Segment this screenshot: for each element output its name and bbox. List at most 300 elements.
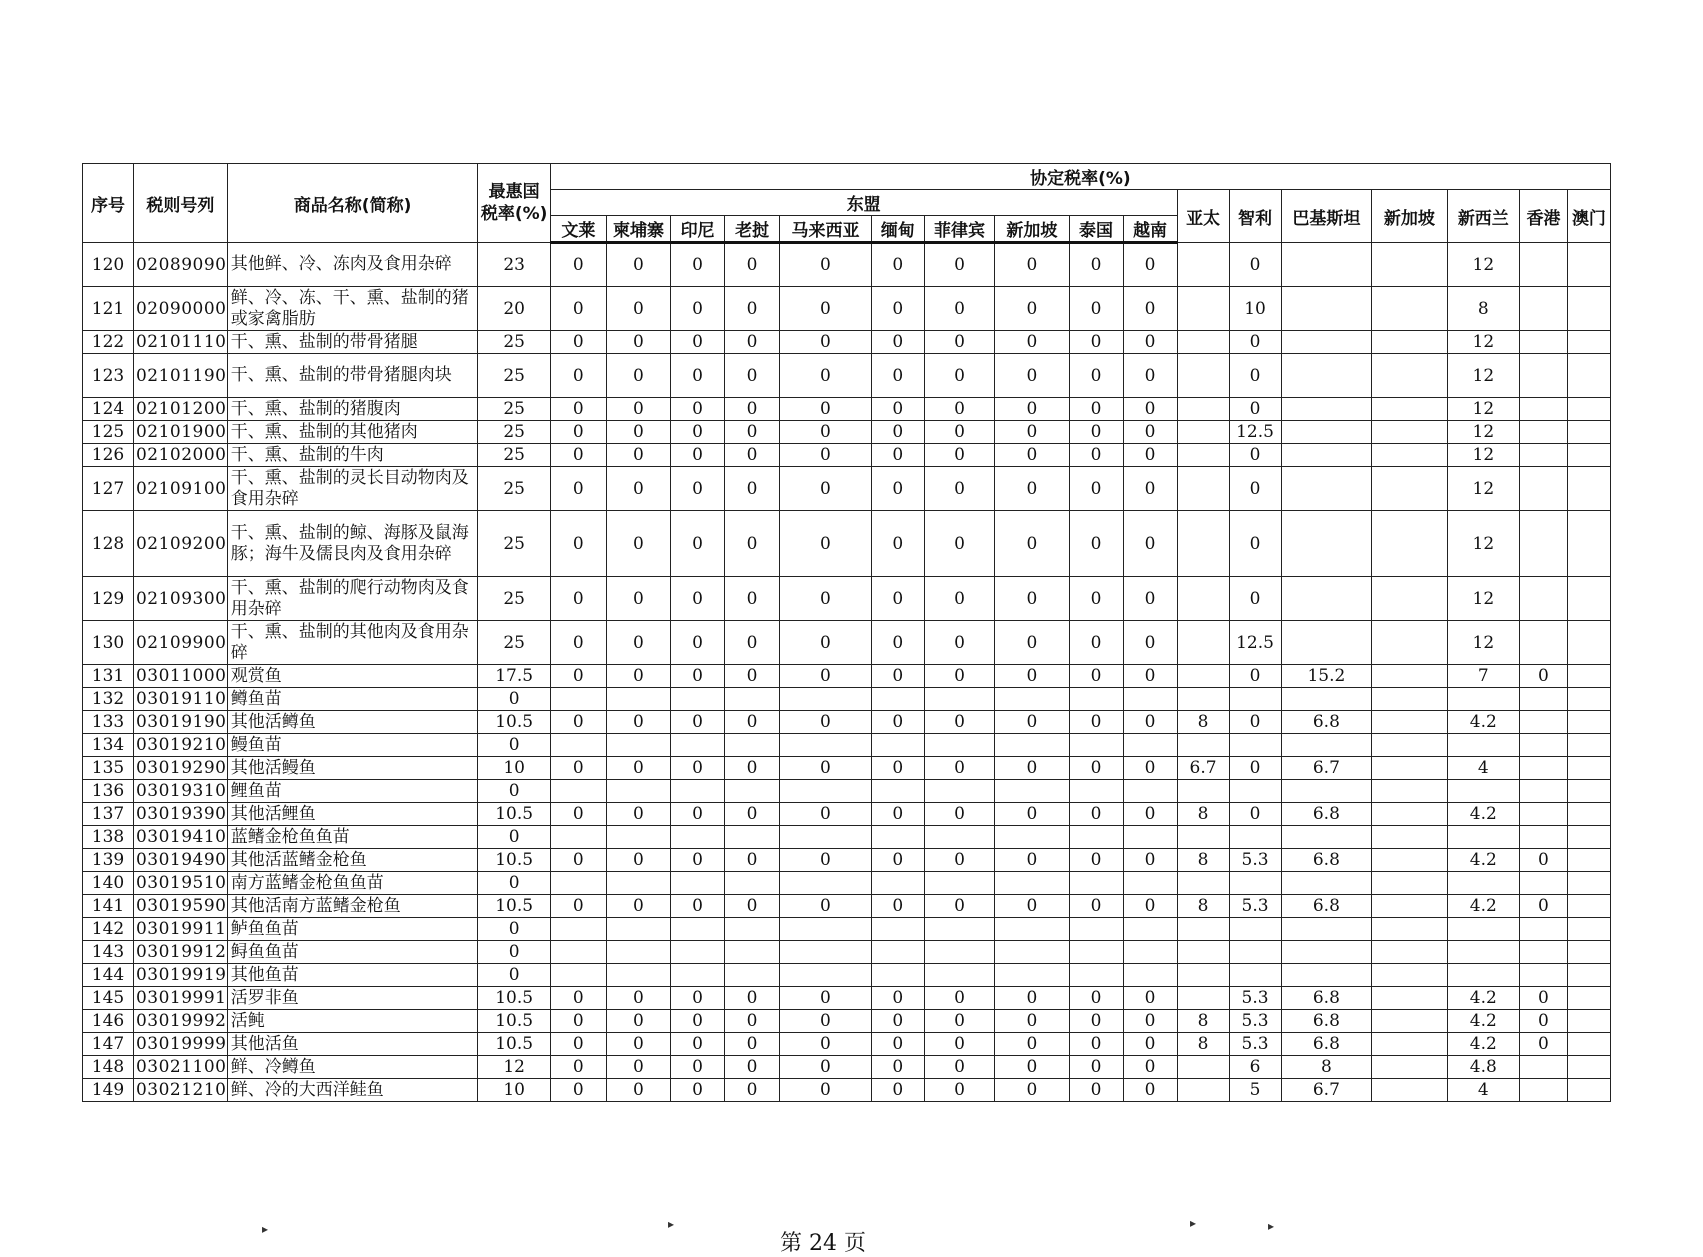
table-row (83, 287, 1611, 331)
cell-asean-rate: 0 (671, 577, 725, 621)
cell-asean-rate: 0 (1069, 987, 1123, 1010)
cell-asean-rate (871, 734, 924, 757)
cell-asean-rate: 0 (780, 987, 872, 1010)
cell-code: 02101200 (133, 398, 227, 421)
cell-asean-rate: 0 (780, 711, 872, 734)
cell-mfn: 0 (478, 918, 550, 941)
cell-other-rate: 12 (1447, 398, 1519, 421)
cell-asean-rate: 0 (550, 331, 606, 354)
cell-asean-rate: 0 (671, 1010, 725, 1033)
table-row (83, 964, 1611, 987)
cell-other-rate: 12 (1447, 621, 1519, 665)
cell-other-rate (1229, 964, 1281, 987)
cell-name: 其他活蓝鳍金枪鱼 (227, 849, 478, 872)
cell-other-rate: 4.2 (1447, 895, 1519, 918)
cell-asean-rate (550, 964, 606, 987)
cell-other-rate (1372, 872, 1447, 895)
cell-code: 03019410 (133, 826, 227, 849)
cell-asean-rate: 0 (995, 243, 1069, 287)
cell-other-rate (1567, 1056, 1610, 1079)
cell-mfn: 17.5 (478, 665, 550, 688)
cell-other-rate (1177, 331, 1229, 354)
cell-other-rate (1177, 780, 1229, 803)
cell-code: 03019912 (133, 941, 227, 964)
cell-asean-rate: 0 (995, 577, 1069, 621)
header-agreement: 协定税率(%) (550, 164, 1610, 190)
cell-asean-rate: 0 (725, 1033, 780, 1056)
cell-other-rate (1372, 1033, 1447, 1056)
cell-mfn: 25 (478, 511, 550, 577)
cell-asean-rate: 0 (550, 1010, 606, 1033)
cell-code: 02109300 (133, 577, 227, 621)
cell-asean-rate: 0 (606, 987, 670, 1010)
cell-other-rate (1177, 444, 1229, 467)
cell-asean-rate: 0 (725, 398, 780, 421)
cell-other-rate: 7 (1447, 665, 1519, 688)
cell-asean-rate: 0 (780, 665, 872, 688)
table-row (83, 872, 1611, 895)
cell-other-rate (1520, 872, 1568, 895)
table-row (83, 243, 1611, 287)
cell-other-rate: 12 (1447, 467, 1519, 511)
cell-mfn: 10.5 (478, 1010, 550, 1033)
cell-other-rate (1567, 757, 1610, 780)
cell-code: 03019590 (133, 895, 227, 918)
cell-code: 02089090 (133, 243, 227, 287)
cell-asean-rate: 0 (924, 421, 994, 444)
cell-asean-rate: 0 (924, 987, 994, 1010)
cell-asean-rate: 0 (780, 354, 872, 398)
cell-asean-rate: 0 (780, 467, 872, 511)
cell-asean-rate (924, 918, 994, 941)
table-row (83, 688, 1611, 711)
cell-other-rate (1281, 964, 1372, 987)
cell-other-rate: 0 (1229, 757, 1281, 780)
cell-other-rate (1177, 287, 1229, 331)
cell-asean-rate (780, 941, 872, 964)
cell-asean-rate: 0 (550, 287, 606, 331)
cell-asean-rate: 0 (995, 331, 1069, 354)
cell-other-rate (1372, 964, 1447, 987)
cell-name: 其他活鱼 (227, 1033, 478, 1056)
cell-asean-rate: 0 (1123, 621, 1177, 665)
cell-other-rate (1567, 243, 1610, 287)
cell-mfn: 20 (478, 287, 550, 331)
cell-asean-rate (606, 941, 670, 964)
cell-other-rate (1567, 354, 1610, 398)
cell-asean-rate: 0 (995, 287, 1069, 331)
cell-other-rate (1281, 467, 1372, 511)
cell-asean-rate: 0 (550, 1033, 606, 1056)
header-other: 香港 (1520, 190, 1568, 243)
cell-asean-rate: 0 (725, 849, 780, 872)
cell-seq: 123 (83, 354, 134, 398)
cell-asean-rate: 0 (995, 354, 1069, 398)
cell-other-rate: 4.2 (1447, 711, 1519, 734)
cell-other-rate (1372, 757, 1447, 780)
cell-mfn: 25 (478, 331, 550, 354)
cell-other-rate: 5.3 (1229, 849, 1281, 872)
cell-other-rate: 12.5 (1229, 621, 1281, 665)
cell-code: 03019919 (133, 964, 227, 987)
cell-other-rate (1520, 1079, 1568, 1102)
cell-other-rate (1520, 331, 1568, 354)
table-body (83, 243, 1611, 1102)
cell-other-rate: 0 (1229, 467, 1281, 511)
cell-asean-rate: 0 (1123, 757, 1177, 780)
cell-mfn: 0 (478, 780, 550, 803)
cell-asean-rate: 0 (780, 398, 872, 421)
cell-code: 03019110 (133, 688, 227, 711)
cell-asean-rate: 0 (725, 577, 780, 621)
cell-other-rate: 0 (1229, 803, 1281, 826)
cell-asean-rate: 0 (780, 895, 872, 918)
cell-asean-rate: 0 (671, 1033, 725, 1056)
cell-other-rate (1567, 621, 1610, 665)
cell-other-rate: 0 (1229, 444, 1281, 467)
cell-asean-rate: 0 (924, 577, 994, 621)
cell-other-rate (1520, 421, 1568, 444)
cell-asean-rate: 0 (871, 621, 924, 665)
header-asean-member: 缅甸 (871, 216, 924, 243)
cell-asean-rate (871, 964, 924, 987)
cell-asean-rate (1123, 734, 1177, 757)
header-other: 亚太 (1177, 190, 1229, 243)
cell-name: 干、熏、盐制的其他肉及食用杂碎 (227, 621, 478, 665)
cell-code: 02109200 (133, 511, 227, 577)
cell-other-rate (1567, 895, 1610, 918)
cell-asean-rate (780, 872, 872, 895)
cell-asean-rate: 0 (871, 757, 924, 780)
cell-other-rate (1281, 918, 1372, 941)
cell-asean-rate: 0 (1069, 665, 1123, 688)
cell-other-rate (1372, 849, 1447, 872)
cell-other-rate (1567, 987, 1610, 1010)
cell-other-rate: 8 (1177, 711, 1229, 734)
cell-asean-rate (725, 734, 780, 757)
cell-other-rate (1567, 1079, 1610, 1102)
cell-asean-rate (550, 872, 606, 895)
cell-other-rate (1520, 398, 1568, 421)
cell-seq: 125 (83, 421, 134, 444)
cell-asean-rate: 0 (1069, 1056, 1123, 1079)
cell-other-rate: 6.8 (1281, 1010, 1372, 1033)
cell-other-rate: 0 (1520, 1010, 1568, 1033)
cell-other-rate (1447, 734, 1519, 757)
cell-asean-rate: 0 (1123, 354, 1177, 398)
cell-other-rate (1177, 826, 1229, 849)
cell-name: 干、熏、盐制的鲸、海豚及鼠海豚；海牛及儒艮肉及食用杂碎 (227, 511, 478, 577)
cell-asean-rate (995, 964, 1069, 987)
cell-asean-rate: 0 (871, 1056, 924, 1079)
cell-other-rate (1567, 872, 1610, 895)
table-row (83, 621, 1611, 665)
cell-asean-rate: 0 (550, 398, 606, 421)
cell-asean-rate: 0 (671, 511, 725, 577)
cell-asean-rate (550, 780, 606, 803)
cell-other-rate: 5.3 (1229, 1010, 1281, 1033)
cell-name: 干、熏、盐制的带骨猪腿肉块 (227, 354, 478, 398)
table-row (83, 711, 1611, 734)
cell-other-rate (1372, 243, 1447, 287)
cell-code: 03021210 (133, 1079, 227, 1102)
cell-asean-rate (1069, 918, 1123, 941)
cell-other-rate (1177, 421, 1229, 444)
cell-asean-rate (550, 918, 606, 941)
table-row (83, 918, 1611, 941)
cell-name: 其他活鲤鱼 (227, 803, 478, 826)
cell-asean-rate: 0 (924, 354, 994, 398)
cell-asean-rate: 0 (1123, 895, 1177, 918)
cell-asean-rate (671, 964, 725, 987)
cell-other-rate (1520, 688, 1568, 711)
cell-asean-rate: 0 (1123, 444, 1177, 467)
cell-asean-rate: 0 (871, 1033, 924, 1056)
cell-seq: 121 (83, 287, 134, 331)
cell-mfn: 12 (478, 1056, 550, 1079)
header-asean-member: 菲律宾 (924, 216, 994, 243)
cell-asean-rate: 0 (606, 803, 670, 826)
cell-asean-rate: 0 (725, 757, 780, 780)
header-asean-member: 老挝 (725, 216, 780, 243)
cell-asean-rate: 0 (550, 511, 606, 577)
cell-other-rate (1281, 826, 1372, 849)
cell-asean-rate: 0 (671, 398, 725, 421)
cell-asean-rate: 0 (1123, 1010, 1177, 1033)
cell-asean-rate: 0 (924, 287, 994, 331)
cell-asean-rate: 0 (671, 354, 725, 398)
cell-asean-rate: 0 (606, 398, 670, 421)
cell-other-rate (1177, 621, 1229, 665)
cell-mfn: 10.5 (478, 803, 550, 826)
cell-other-rate: 0 (1229, 354, 1281, 398)
cell-asean-rate (671, 734, 725, 757)
header-asean: 东盟 (550, 190, 1177, 216)
cell-asean-rate (725, 688, 780, 711)
cell-other-rate (1520, 621, 1568, 665)
cell-other-rate: 0 (1520, 665, 1568, 688)
cell-mfn: 0 (478, 734, 550, 757)
cell-other-rate (1177, 243, 1229, 287)
cell-asean-rate (924, 826, 994, 849)
cell-mfn: 25 (478, 444, 550, 467)
cell-asean-rate: 0 (1123, 711, 1177, 734)
cell-name: 干、熏、盐制的爬行动物肉及食用杂碎 (227, 577, 478, 621)
cell-other-rate (1447, 918, 1519, 941)
table-row (83, 577, 1611, 621)
cell-other-rate: 15.2 (1281, 665, 1372, 688)
cell-asean-rate: 0 (606, 243, 670, 287)
cell-asean-rate: 0 (550, 1056, 606, 1079)
cell-asean-rate: 0 (871, 577, 924, 621)
cell-asean-rate: 0 (550, 577, 606, 621)
cell-asean-rate: 0 (725, 803, 780, 826)
table-row (83, 1033, 1611, 1056)
cell-other-rate (1520, 918, 1568, 941)
cell-asean-rate: 0 (1069, 1033, 1123, 1056)
cell-other-rate (1372, 987, 1447, 1010)
cell-asean-rate: 0 (1123, 287, 1177, 331)
cell-asean-rate: 0 (995, 665, 1069, 688)
cell-asean-rate: 0 (725, 1079, 780, 1102)
cell-other-rate: 6.8 (1281, 895, 1372, 918)
cell-other-rate (1229, 826, 1281, 849)
cell-asean-rate: 0 (550, 895, 606, 918)
table-row (83, 757, 1611, 780)
cell-asean-rate: 0 (606, 511, 670, 577)
cell-asean-rate: 0 (871, 421, 924, 444)
cell-seq: 138 (83, 826, 134, 849)
cell-asean-rate: 0 (606, 757, 670, 780)
cell-code: 02101190 (133, 354, 227, 398)
cell-code: 03019290 (133, 757, 227, 780)
cell-asean-rate: 0 (550, 621, 606, 665)
cell-name: 干、熏、盐制的猪腹肉 (227, 398, 478, 421)
cell-asean-rate: 0 (871, 467, 924, 511)
cell-other-rate (1177, 918, 1229, 941)
cell-other-rate: 6.8 (1281, 711, 1372, 734)
table-row (83, 941, 1611, 964)
cell-other-rate (1372, 895, 1447, 918)
cell-seq: 131 (83, 665, 134, 688)
cell-asean-rate: 0 (924, 331, 994, 354)
cell-other-rate (1229, 872, 1281, 895)
cell-asean-rate: 0 (550, 665, 606, 688)
cell-asean-rate: 0 (725, 467, 780, 511)
cell-other-rate (1372, 941, 1447, 964)
table-row (83, 398, 1611, 421)
cell-asean-rate: 0 (924, 621, 994, 665)
cell-asean-rate: 0 (780, 849, 872, 872)
cell-other-rate: 6.8 (1281, 1033, 1372, 1056)
cell-asean-rate: 0 (671, 1079, 725, 1102)
cell-other-rate (1520, 577, 1568, 621)
cell-seq: 135 (83, 757, 134, 780)
cell-other-rate: 4.2 (1447, 1033, 1519, 1056)
cell-mfn: 10 (478, 1079, 550, 1102)
cell-asean-rate: 0 (780, 577, 872, 621)
cell-other-rate (1177, 354, 1229, 398)
cell-asean-rate: 0 (995, 1010, 1069, 1033)
cell-seq: 146 (83, 1010, 134, 1033)
cell-asean-rate: 0 (1069, 287, 1123, 331)
cell-asean-rate: 0 (1123, 803, 1177, 826)
cell-asean-rate (606, 826, 670, 849)
cell-other-rate: 12 (1447, 444, 1519, 467)
cell-asean-rate: 0 (671, 895, 725, 918)
cell-asean-rate: 0 (671, 711, 725, 734)
cell-asean-rate (1069, 734, 1123, 757)
cell-mfn: 0 (478, 964, 550, 987)
cell-asean-rate: 0 (1123, 421, 1177, 444)
cell-seq: 127 (83, 467, 134, 511)
cell-asean-rate: 0 (1069, 1079, 1123, 1102)
cell-asean-rate: 0 (1123, 1056, 1177, 1079)
cell-mfn: 0 (478, 826, 550, 849)
cell-other-rate: 5.3 (1229, 895, 1281, 918)
cell-other-rate (1281, 243, 1372, 287)
cell-other-rate: 0 (1520, 1033, 1568, 1056)
cell-other-rate: 6.8 (1281, 803, 1372, 826)
cell-asean-rate: 0 (725, 421, 780, 444)
cell-asean-rate: 0 (606, 895, 670, 918)
cell-name: 鲜、冷、冻、干、熏、盐制的猪或家禽脂肪 (227, 287, 478, 331)
page-number: 第 24 页 (780, 1231, 866, 1256)
cell-name: 鲤鱼苗 (227, 780, 478, 803)
cell-other-rate (1567, 964, 1610, 987)
cell-asean-rate: 0 (1123, 331, 1177, 354)
cell-seq: 133 (83, 711, 134, 734)
header-asean-member: 泰国 (1069, 216, 1123, 243)
cell-asean-rate: 0 (550, 444, 606, 467)
cell-other-rate: 0 (1229, 511, 1281, 577)
cell-asean-rate: 0 (924, 398, 994, 421)
cell-asean-rate: 0 (995, 421, 1069, 444)
cell-other-rate: 6.7 (1281, 1079, 1372, 1102)
cell-other-rate: 8 (1447, 287, 1519, 331)
cell-asean-rate (550, 826, 606, 849)
header-asean-member: 新加坡 (995, 216, 1069, 243)
cell-other-rate: 4.8 (1447, 1056, 1519, 1079)
table-row (83, 1079, 1611, 1102)
header-name: 商品名称(简称) (227, 164, 478, 243)
cell-other-rate (1372, 287, 1447, 331)
cell-asean-rate: 0 (1069, 621, 1123, 665)
cell-other-rate (1520, 826, 1568, 849)
table-row (83, 331, 1611, 354)
cell-other-rate (1372, 688, 1447, 711)
cell-other-rate: 0 (1520, 895, 1568, 918)
cell-other-rate (1520, 354, 1568, 398)
cell-asean-rate: 0 (1069, 243, 1123, 287)
header-other: 巴基斯坦 (1281, 190, 1372, 243)
cell-other-rate (1281, 444, 1372, 467)
header-seq: 序号 (83, 164, 134, 243)
cell-mfn: 10.5 (478, 987, 550, 1010)
cell-asean-rate: 0 (606, 1079, 670, 1102)
cell-other-rate (1567, 444, 1610, 467)
cell-code: 02090000 (133, 287, 227, 331)
cell-asean-rate: 0 (671, 987, 725, 1010)
cell-other-rate (1372, 398, 1447, 421)
cell-asean-rate: 0 (924, 511, 994, 577)
cell-asean-rate: 0 (871, 895, 924, 918)
cell-asean-rate (1123, 688, 1177, 711)
cell-asean-rate: 0 (1123, 577, 1177, 621)
cell-asean-rate: 0 (606, 1010, 670, 1033)
cell-asean-rate: 0 (924, 757, 994, 780)
cell-asean-rate (606, 872, 670, 895)
cell-asean-rate (1123, 872, 1177, 895)
cell-asean-rate (995, 780, 1069, 803)
cell-asean-rate: 0 (871, 398, 924, 421)
cell-other-rate: 6.8 (1281, 849, 1372, 872)
cell-other-rate (1177, 941, 1229, 964)
cell-other-rate (1177, 872, 1229, 895)
cell-other-rate (1447, 941, 1519, 964)
cell-asean-rate: 0 (671, 467, 725, 511)
cell-mfn: 23 (478, 243, 550, 287)
cell-asean-rate (995, 872, 1069, 895)
cell-mfn: 25 (478, 621, 550, 665)
cell-asean-rate: 0 (871, 803, 924, 826)
table-row (83, 665, 1611, 688)
cell-other-rate (1177, 398, 1229, 421)
cell-asean-rate (550, 734, 606, 757)
cell-asean-rate: 0 (995, 398, 1069, 421)
cell-asean-rate (1069, 941, 1123, 964)
cell-other-rate (1281, 688, 1372, 711)
